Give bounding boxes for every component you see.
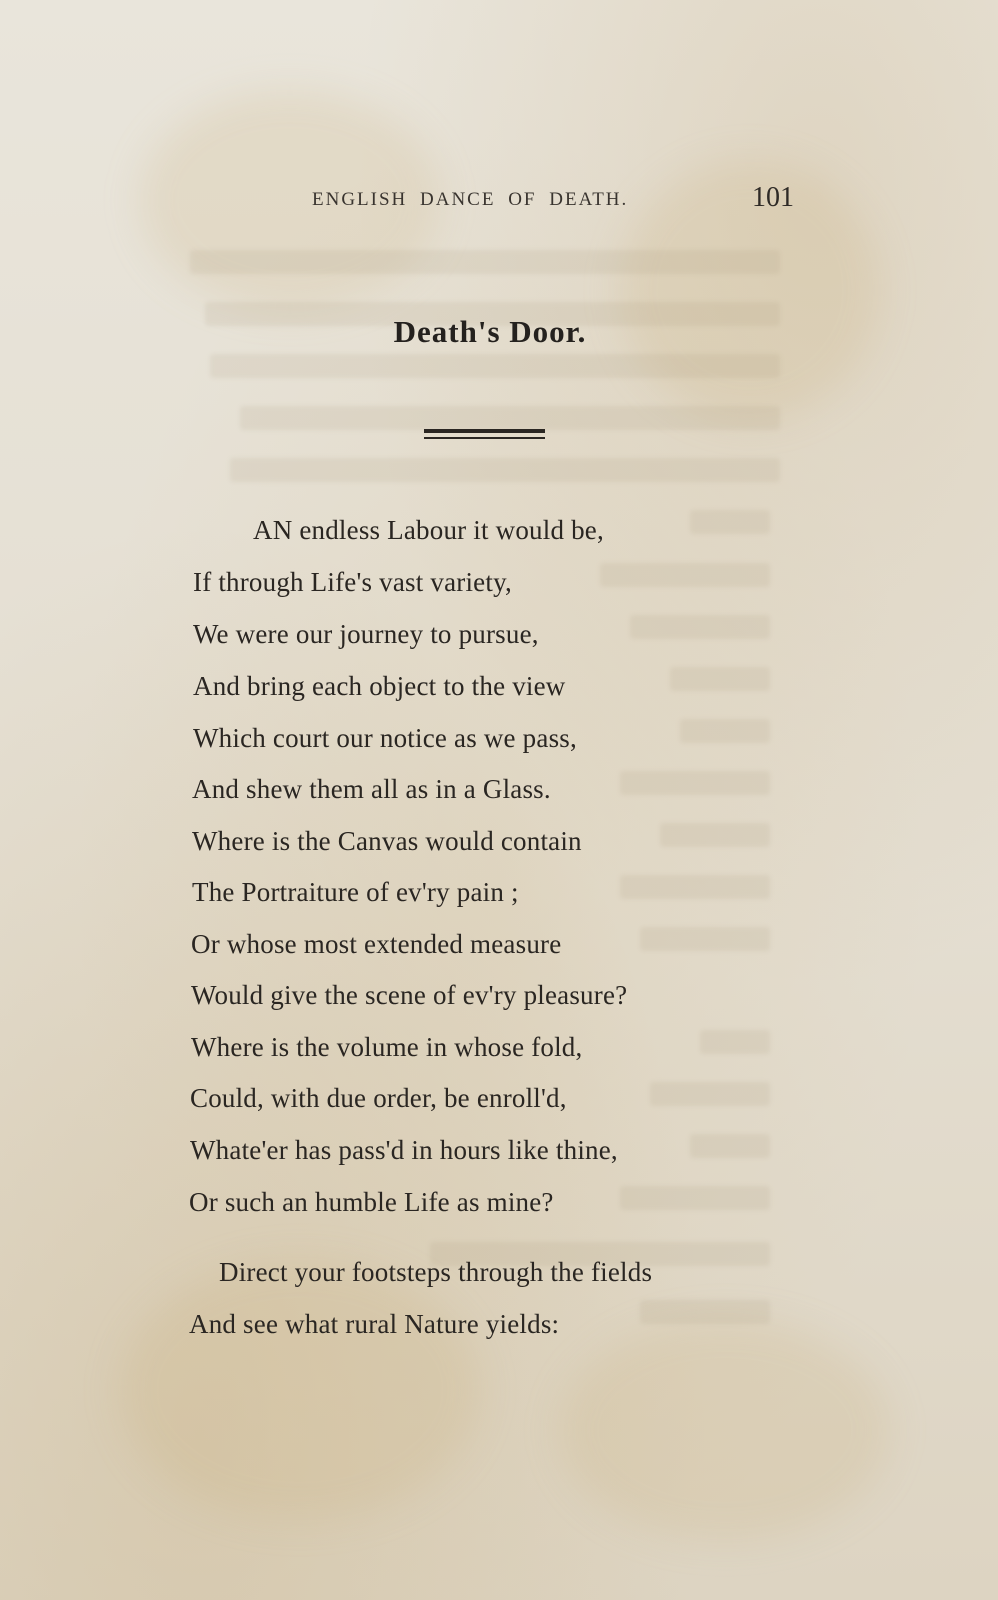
verse-line: If through Life's vast variety, [193, 567, 512, 597]
verse-line: And see what rural Nature yields: [189, 1309, 560, 1339]
bleed-through-line [690, 510, 770, 534]
page-number: 101 [752, 182, 794, 213]
bleed-through-line [680, 719, 770, 743]
verse-line: Or such an humble Life as mine? [189, 1187, 554, 1217]
bleed-through-line [670, 667, 770, 691]
verse-line: Would give the scene of ev'ry pleasure? [191, 980, 628, 1010]
bleed-through-line [620, 771, 770, 795]
running-head: ENGLISH DANCE OF DEATH. [312, 189, 629, 210]
bleed-through-line [620, 1186, 770, 1210]
bleed-through-line [700, 1030, 770, 1054]
bleed-through-line [690, 1134, 770, 1158]
bleed-through-line [620, 875, 770, 899]
verse-line: Which court our notice as we pass, [193, 723, 577, 753]
title-rule-thick [424, 429, 545, 433]
bleed-through-line [650, 1082, 770, 1106]
bleed-through-line [600, 563, 770, 587]
verse-line: AN endless Labour it would be, [253, 515, 604, 545]
verse-line: Where is the Canvas would contain [192, 826, 582, 856]
paper-stain [560, 1320, 890, 1540]
verse-line: And shew them all as in a Glass. [192, 774, 551, 804]
verse-line: Or whose most extended measure [191, 929, 562, 959]
verse-line: We were our journey to pursue, [193, 619, 539, 649]
bleed-through-line [660, 823, 770, 847]
verse-line: Direct your footsteps through the fields [219, 1257, 653, 1287]
bleed-through-line [230, 458, 780, 482]
bleed-through-line [630, 615, 770, 639]
section-title: Death's Door. [393, 314, 587, 349]
verse-line: The Portraiture of ev'ry pain ; [192, 877, 519, 907]
verse-line: And bring each object to the view [193, 671, 566, 701]
paper-stain [620, 160, 880, 420]
paper-stain [120, 1260, 480, 1520]
verse-line: Where is the volume in whose fold, [191, 1032, 583, 1062]
verse-line: Could, with due order, be enroll'd, [190, 1083, 567, 1113]
bleed-through-line [640, 927, 770, 951]
verse-line: Whate'er has pass'd in hours like thine, [190, 1135, 618, 1165]
title-rule-thin [424, 437, 545, 439]
